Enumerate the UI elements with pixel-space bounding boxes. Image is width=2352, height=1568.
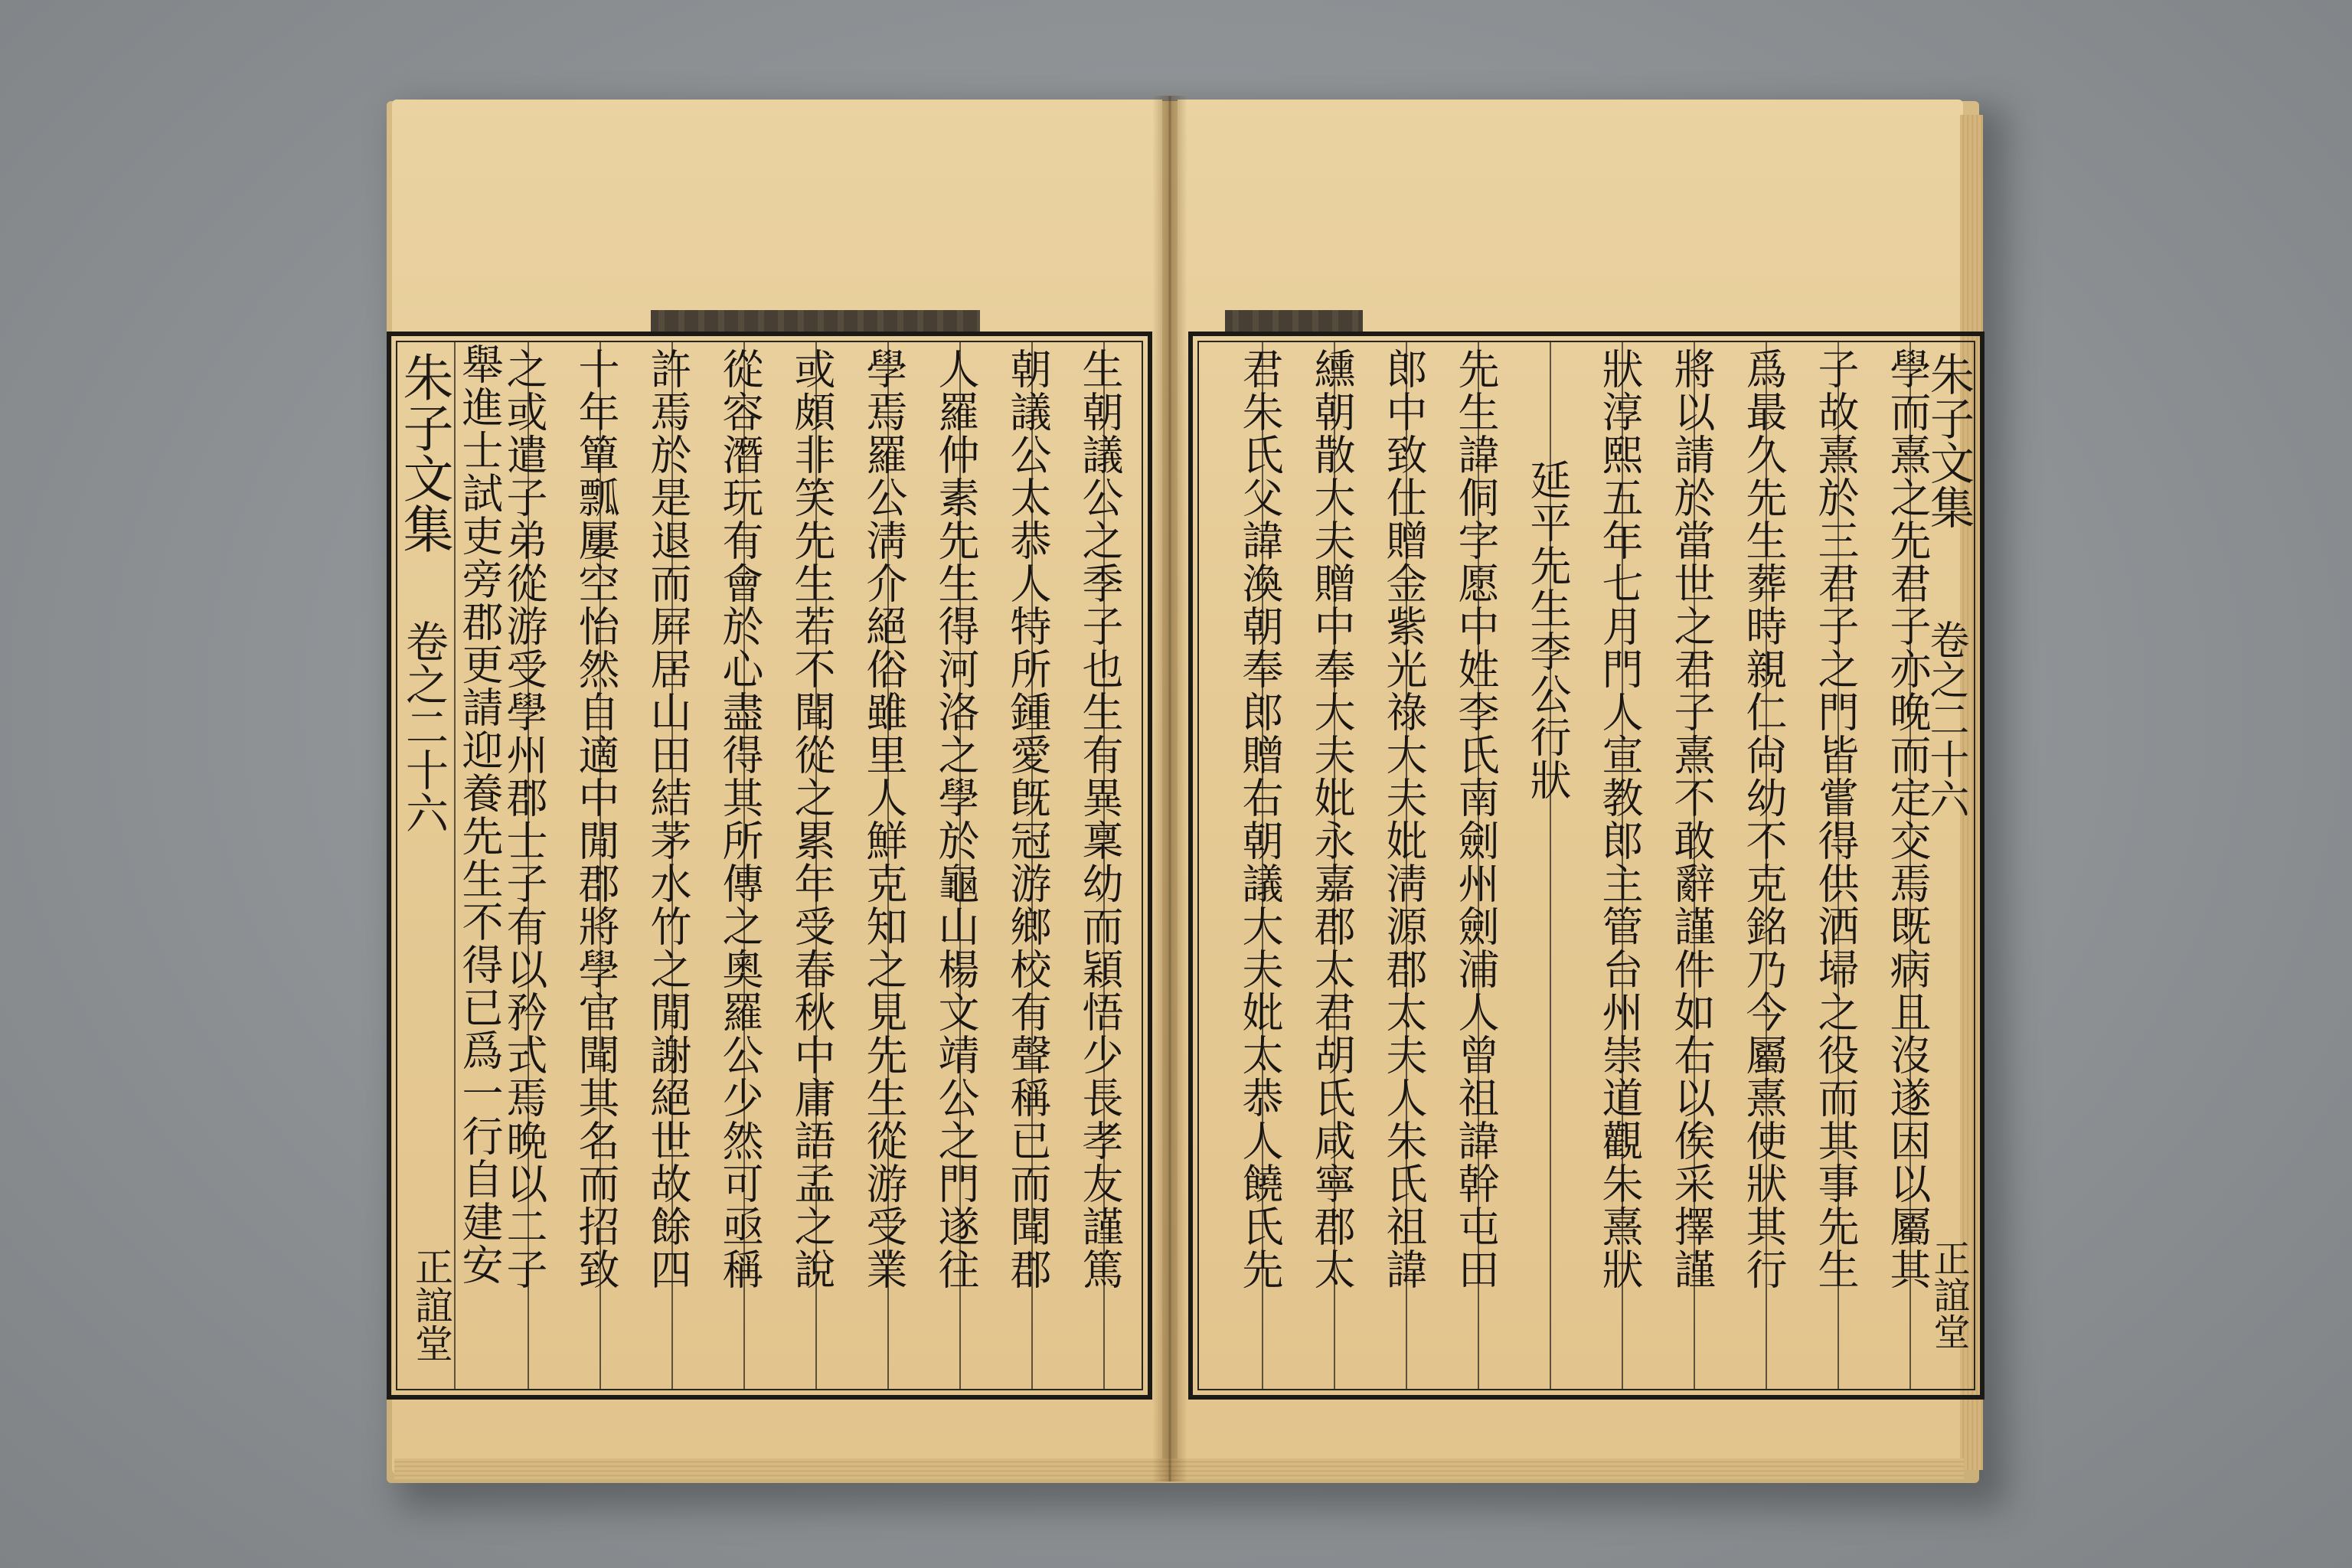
banxin-title-right: 朱子文集 xyxy=(1922,351,1975,529)
book-gutter xyxy=(1152,96,1187,1481)
text-column: 將以請於當世之君子熹不敢辭謹件如右以俟采擇謹 xyxy=(1668,348,1716,1291)
text-column: 生朝議公之季子也生有異稟幼而穎悟少長孝友謹篤 xyxy=(1076,348,1124,1291)
text-column: 君朱氏父諱渙朝奉郎贈右朝議大夫妣太恭人饒氏先 xyxy=(1236,348,1284,1291)
text-column: 從容潛玩有會於心盡得其所傳之奧羅公少然可亟稱 xyxy=(716,348,764,1291)
text-column: 子故熹於三君子之門皆嘗得供洒埽之役而其事先生 xyxy=(1811,348,1860,1291)
text-column: 爲最久先生葬時親仁尙幼不克銘乃今屬熹使狀其行 xyxy=(1740,348,1788,1291)
banxin-hall-left: 正誼堂 xyxy=(409,1247,453,1362)
right-page-frame xyxy=(1188,332,1984,1400)
ink-border-mark xyxy=(651,310,980,332)
text-column: 人羅仲素先生得河洛之學於龜山楊文靖公之門遂往 xyxy=(932,348,980,1291)
text-column: 狀淳熙五年七月門人宣教郎主管台州崇道觀朱熹狀 xyxy=(1596,348,1644,1291)
banxin-hall-right: 正誼堂 xyxy=(1927,1240,1970,1350)
text-column: 郎中致仕贈金紫光祿大夫妣淸源郡太夫人朱氏祖諱 xyxy=(1380,348,1428,1291)
banxin-volume-left: 卷之二十六 xyxy=(399,619,449,834)
banxin-title-left: 朱子文集 xyxy=(394,351,453,554)
text-column: 纁朝散大夫贈中奉大夫妣永嘉郡太君胡氏咸寧郡太 xyxy=(1308,348,1356,1291)
text-column: 學而熹之先君子亦晚而定交焉既病且沒遂因以屬其 xyxy=(1883,348,1932,1291)
ink-border-mark xyxy=(1225,310,1363,332)
section-heading: 延平先生李公行狀 xyxy=(1524,459,1572,802)
text-column: 先生諱侗字愿中姓李氏南劍州劍浦人曾祖諱幹屯田 xyxy=(1452,348,1500,1291)
banxin-volume-right: 卷之二十六 xyxy=(1922,619,1968,818)
text-column: 十年簞瓢屢空怡然自適中閒郡將學官聞其名而招致 xyxy=(572,348,620,1291)
text-column: 朝議公太恭人特所鍾愛旣冠游鄉校有聲稱已而聞郡 xyxy=(1004,348,1052,1291)
text-column: 許焉於是退而屛居山田結茅水竹之閒謝絕世故餘四 xyxy=(644,348,692,1291)
text-column: 或頗非笑先生若不聞從之累年受春秋中庸語孟之說 xyxy=(788,348,836,1291)
text-column: 舉進士試吏旁郡更請迎養先生不得已爲一行自建安 xyxy=(456,343,504,1286)
text-column: 學焉羅公淸介絕俗雖里人鮮克知之見先生從游受業 xyxy=(860,348,908,1291)
text-column: 之或遣子弟從游受學州郡士子有以矜式焉晩以二子 xyxy=(500,348,548,1291)
